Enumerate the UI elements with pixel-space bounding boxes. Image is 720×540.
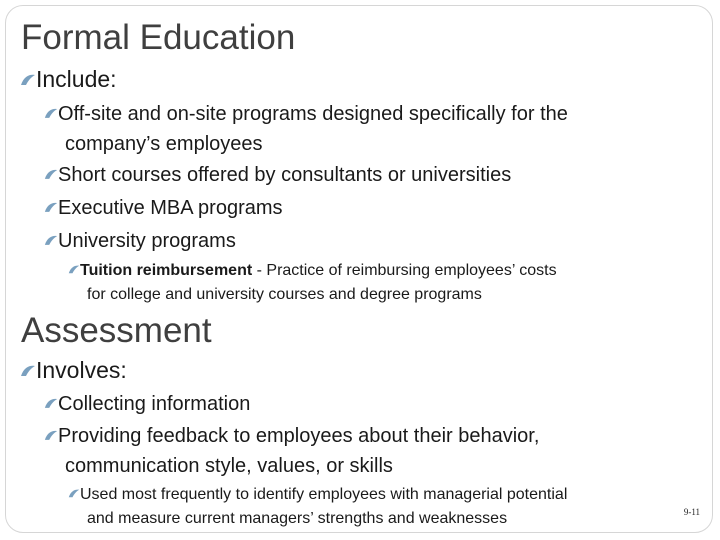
term-label: Tuition reimbursement (80, 262, 253, 279)
curved-bullet-icon (44, 168, 58, 181)
list-item-text: Providing feedback to employees about their behavior, (58, 425, 540, 447)
list-item-collecting-information (44, 389, 250, 419)
list-item-text: Off-site and on-site programs designed specifically for the (58, 103, 568, 125)
section-heading-formal-education: Formal Education (21, 18, 296, 57)
list-item-text: University programs (58, 230, 236, 252)
list-item-text: Executive MBA programs (58, 197, 283, 219)
curved-bullet-icon (44, 234, 58, 247)
curved-bullet-icon (44, 107, 58, 120)
involves-label: Involves: (36, 357, 127, 383)
sub-item-continuation: and measure current managers’ strengths and weaknesses (87, 510, 508, 527)
list-item-executive-mba (44, 193, 283, 223)
sub-item-text: Used most frequently to identify employees with managerial potential (80, 486, 568, 503)
sub-item-continuation: for college and university courses and degree programs (87, 286, 482, 303)
list-item-continuation: company’s employees (65, 133, 263, 155)
curved-bullet-icon (68, 264, 80, 275)
list-item-short-courses (44, 160, 511, 190)
curved-bullet-icon (20, 73, 36, 87)
curved-bullet-icon (44, 201, 58, 214)
curved-bullet-icon (44, 429, 58, 442)
section-heading-assessment: Assessment (21, 311, 212, 350)
page-number: 9-11 (683, 507, 700, 517)
curved-bullet-icon (20, 364, 36, 378)
list-item-university-programs (44, 226, 236, 256)
curved-bullet-icon (68, 488, 80, 499)
sub-item-tuition-reimbursement (68, 259, 557, 283)
list-item-offsite-programs (44, 99, 568, 129)
list-item-providing-feedback (44, 421, 539, 451)
section-intro-involves (20, 356, 127, 384)
section-intro-include (20, 65, 117, 93)
include-label: Include: (36, 66, 117, 92)
list-item-text: Collecting information (58, 393, 251, 415)
list-item-continuation: communication style, values, or skills (65, 455, 393, 477)
sub-item-managerial-potential (68, 483, 567, 507)
list-item-text: Short courses offered by consultants or universities (58, 164, 512, 186)
curved-bullet-icon (44, 397, 58, 410)
definition-text: - Practice of reimbursing employees’ costs (252, 262, 557, 279)
